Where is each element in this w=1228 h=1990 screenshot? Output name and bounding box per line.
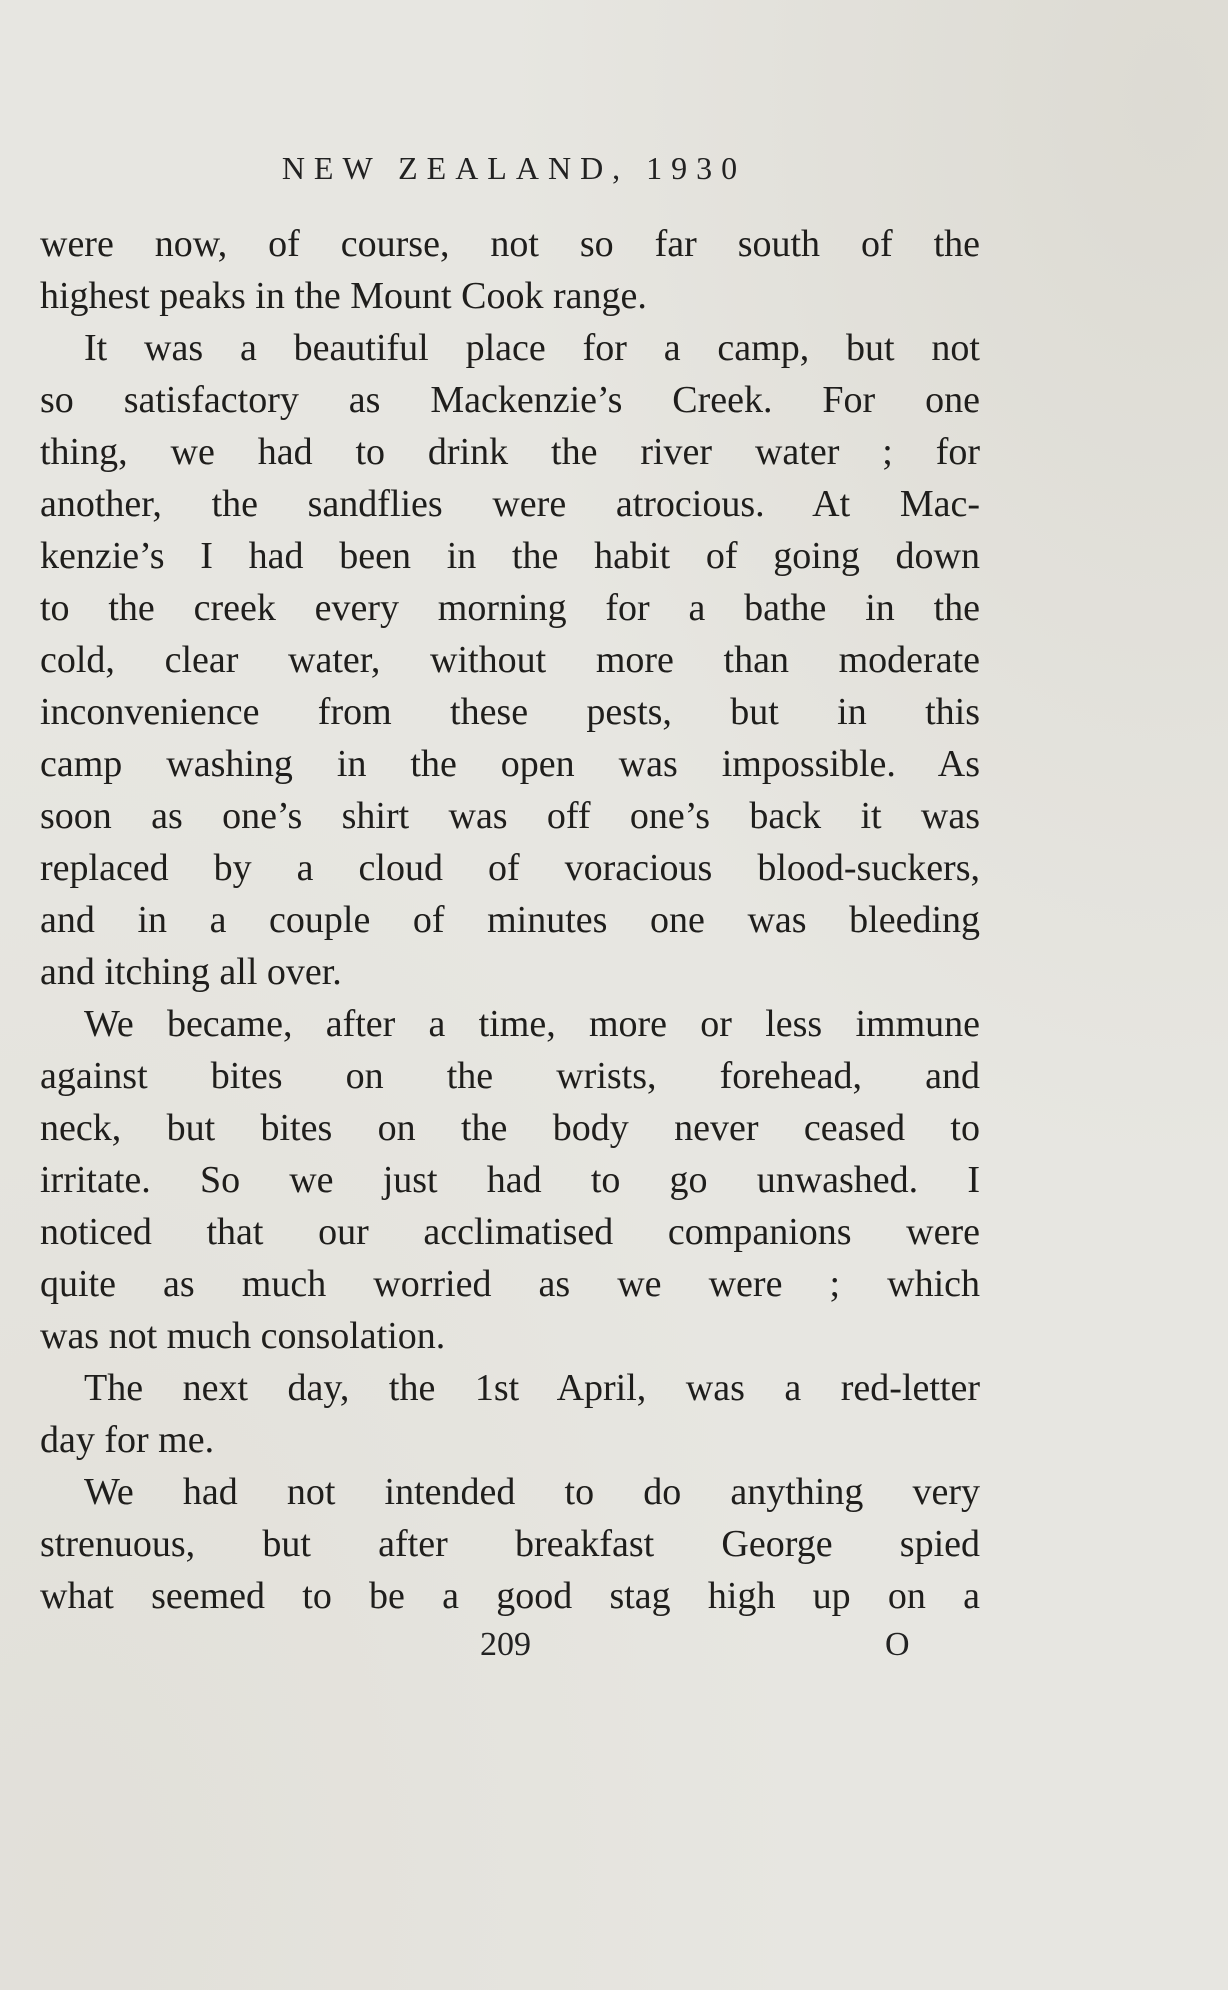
text-line: The next day, the 1st April, was a red-letter: [84, 1367, 980, 1409]
text-line: to the creek every morning for a bathe in the: [40, 587, 980, 629]
text-line: inconvenience from these pests, but in this: [40, 691, 980, 733]
text-line: and itching all over.: [40, 951, 342, 993]
text-line: camp washing in the open was impossible. As: [40, 743, 980, 785]
text-line: against bites on the wrists, forehead, and: [40, 1055, 980, 1097]
text-line: and in a couple of minutes one was bleeding: [40, 899, 980, 941]
text-line: highest peaks in the Mount Cook range.: [40, 275, 647, 317]
body-text: [40, 218, 980, 1622]
text-line: quite as much worried as we were ; which: [40, 1263, 980, 1305]
text-line: cold, clear water, without more than moderate: [40, 639, 980, 681]
text-line: were now, of course, not so far south of the: [40, 223, 980, 265]
text-line: neck, but bites on the body never ceased to: [40, 1107, 980, 1149]
text-line: replaced by a cloud of voracious blood-suckers,: [40, 847, 980, 889]
text-line: irritate. So we just had to go unwashed. I: [40, 1159, 980, 1201]
text-line: another, the sandflies were atrocious. At Mac-: [40, 483, 980, 525]
text-line: soon as one’s shirt was off one’s back it was: [40, 795, 980, 837]
text-line: so satisfactory as Mackenzie’s Creek. For one: [40, 379, 980, 421]
running-head: NEW ZEALAND, 1930: [281, 150, 747, 186]
text-line: what seemed to be a good stag high up on a: [40, 1575, 980, 1617]
text-line: We had not intended to do anything very: [84, 1471, 980, 1513]
text-line: day for me.: [40, 1419, 215, 1461]
text-line: It was a beautiful place for a camp, but not: [84, 327, 980, 369]
text-line: We became, after a time, more or less immune: [84, 1003, 980, 1045]
page-number: 209: [480, 1626, 531, 1663]
text-line: noticed that our acclimatised companions were: [40, 1211, 980, 1253]
text-line: kenzie’s I had been in the habit of going down: [40, 535, 980, 577]
text-line: thing, we had to drink the river water ; for: [40, 431, 980, 473]
text-line: strenuous, but after breakfast George spied: [40, 1523, 980, 1565]
text-line: was not much consolation.: [40, 1315, 446, 1357]
signature-mark: O: [885, 1626, 910, 1663]
